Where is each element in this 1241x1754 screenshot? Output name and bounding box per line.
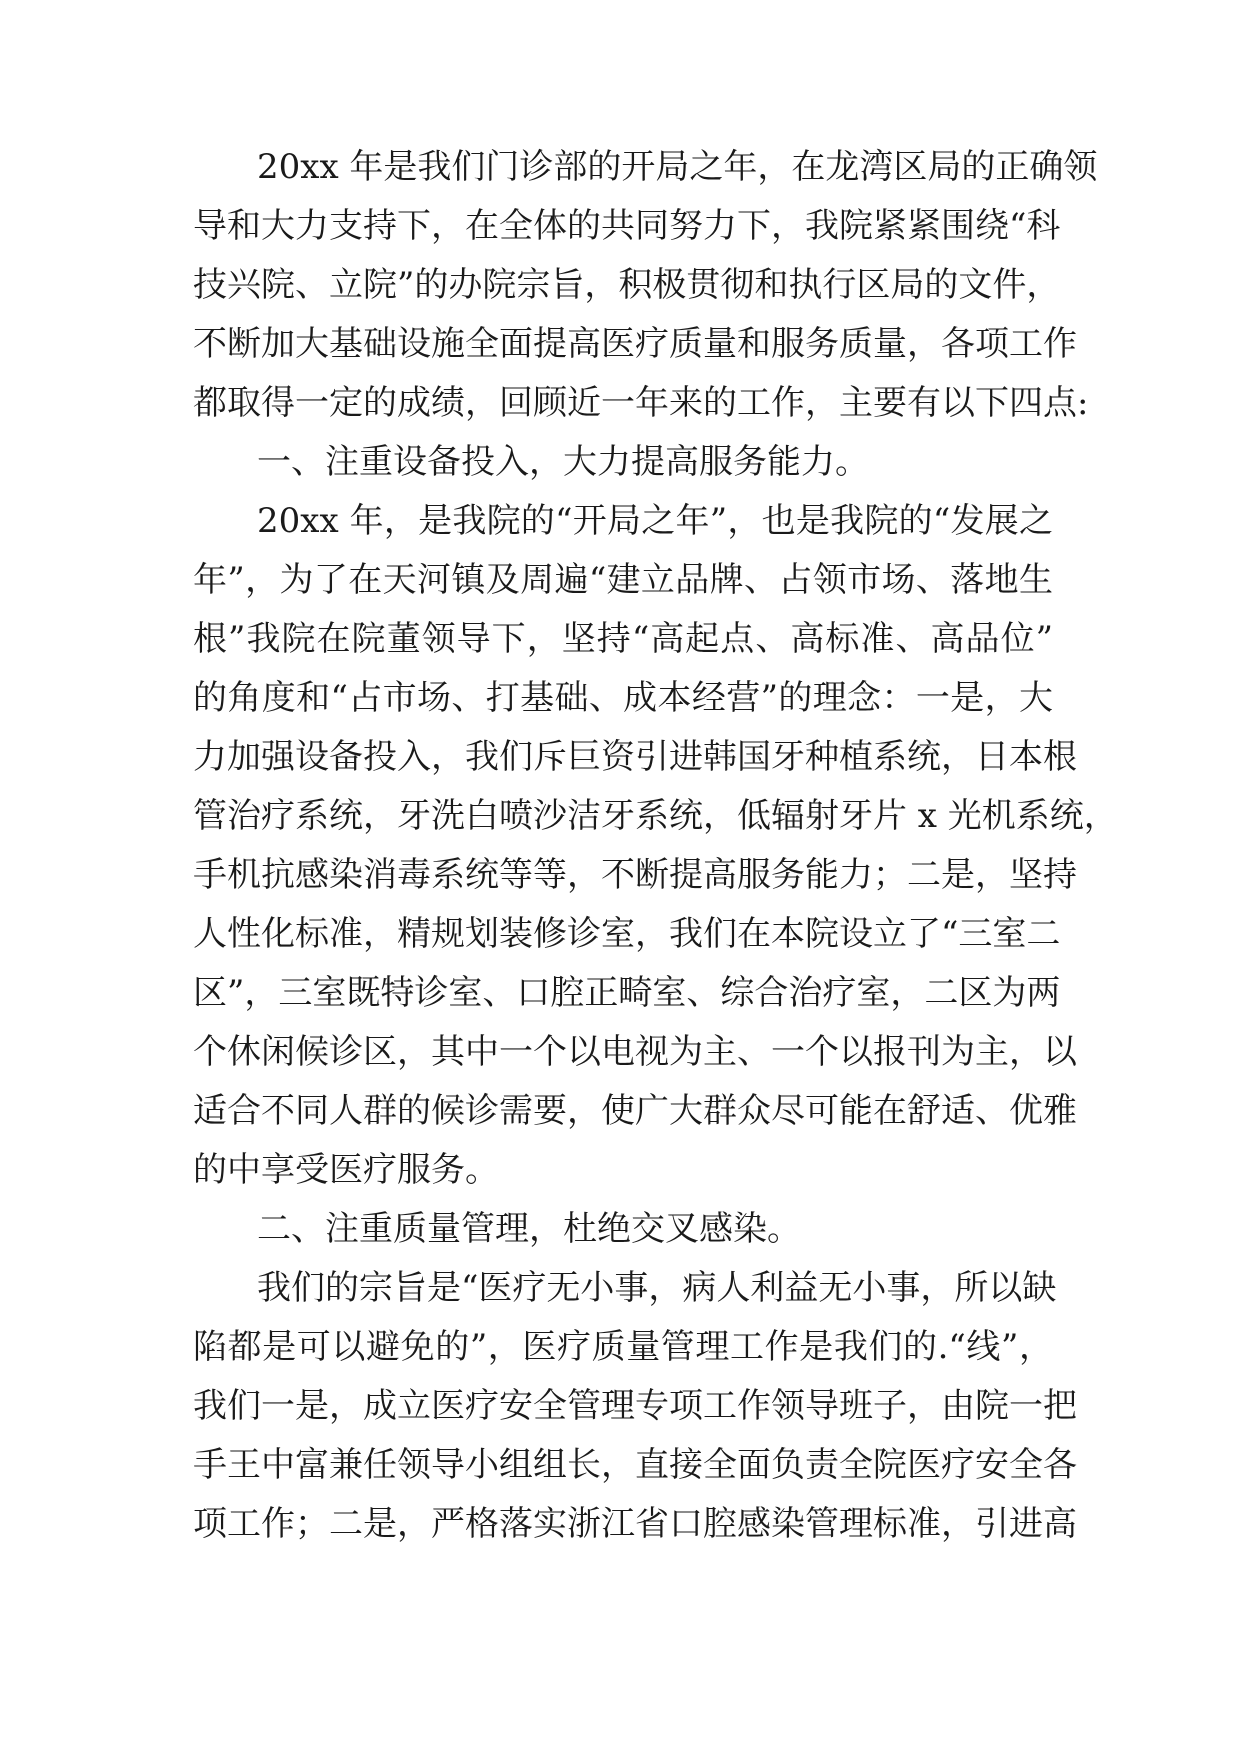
text-line: 陷都是可以避免的”，医疗质量管理工作是我们的.“线”，: [193, 1327, 1053, 1367]
text-line: 人性化标准，精规划装修诊室，我们在本院设立了“三室二: [193, 914, 1061, 954]
text-line: 适合不同人群的候诊需要，使广大群众尽可能在舒适、优雅: [193, 1091, 1077, 1131]
text-line: 我们一是，成立医疗安全管理专项工作领导班子，由院一把: [193, 1386, 1077, 1426]
section-heading: 一、注重设备投入，大力提高服务能力。: [257, 442, 869, 482]
text-line: 区”，三室既特诊室、口腔正畸室、综合治疗室，二区为两: [193, 973, 1061, 1013]
text-line: 导和大力支持下，在全体的共同努力下，我院紧紧围绕“科: [193, 206, 1061, 246]
text-line: 力加强设备投入，我们斥巨资引进韩国牙种植系统，日本根: [193, 737, 1077, 777]
text-line: 手王中富兼任领导小组组长，直接全面负责全院医疗安全各: [193, 1445, 1077, 1485]
text-line: 个休闲候诊区，其中一个以电视为主、一个以报刊为主，以: [193, 1032, 1077, 1072]
text-line: 年”，为了在天河镇及周遍“建立品牌、占领市场、落地生: [193, 560, 1053, 600]
text-line: 技兴院、立院”的办院宗旨，积极贯彻和执行区局的文件，: [193, 265, 1061, 305]
text-line: 手机抗感染消毒系统等等，不断提高服务能力；二是，坚持: [193, 855, 1077, 895]
text-line: 的中享受医疗服务。: [193, 1150, 499, 1190]
text-line: 管治疗系统，牙洗白喷沙洁牙系统，低辐射牙片 x 光机系统，: [193, 796, 1118, 836]
text-line: 的角度和“占市场、打基础、成本经营”的理念：一是，大: [193, 678, 1053, 718]
text-line: 根”我院在院董领导下，坚持“高起点、高标准、高品位”: [193, 619, 1053, 659]
text-line: 都取得一定的成绩，回顾近一年来的工作，主要有以下四点:: [193, 383, 1089, 423]
section-heading: 二、注重质量管理，杜绝交叉感染。: [257, 1209, 801, 1249]
text-line: 20xx 年，是我院的“开局之年”，也是我院的“发展之: [257, 501, 1053, 541]
text-line: 项工作；二是，严格落实浙江省口腔感染管理标准，引进高: [193, 1504, 1077, 1544]
text-line: 不断加大基础设施全面提高医疗质量和服务质量，各项工作: [193, 324, 1077, 364]
text-line: 我们的宗旨是“医疗无小事，病人利益无小事，所以缺: [257, 1268, 1057, 1308]
text-line: 20xx 年是我们门诊部的开局之年，在龙湾区局的正确领: [257, 147, 1098, 187]
